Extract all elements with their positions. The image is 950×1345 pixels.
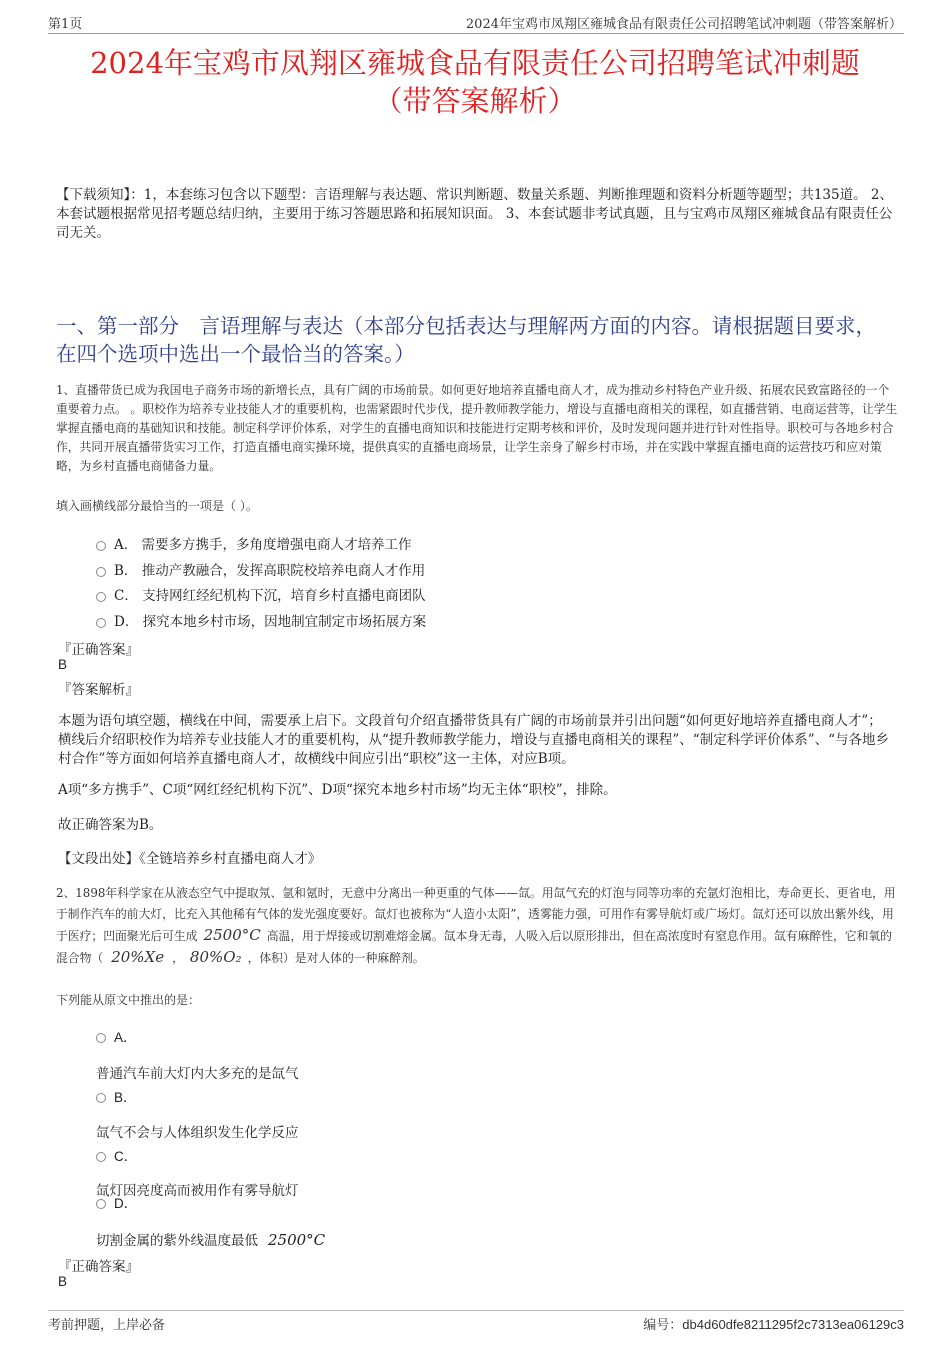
question-1-text: 1、直播带货已成为我国电子商务市场的新增长点，具有广阔的市场前景。如何更好地培养直播电商人才，成为推动乡村特色产业升级、拓展农民致富路径的一个重要着力点。 。职校作为培养专业技能人才的重要机构，也需紧跟时代步伐，提升教师教学能力，增设与直播电商相关的课程，如直播营销、电商运营等，让学生掌握直播电商的基础知识和技能。制定科学评价体系，对学生的直播电商知识和技能进行定期考核和评价，及时发现问题并进行针对性指导。职校可与各地乡村合作，共同开展直播带货实习工作，打造直播电商实操环境，提供真实的直播电商场景，让学生亲身了解乡村市场，并在实践中掌握直播电商的运营技巧和应对策略，为乡村直播电商储备力量。 <box>56 383 898 473</box>
q1-analysis-3: 故正确答案为B。 <box>58 817 163 833</box>
header-divider <box>48 33 904 34</box>
math-2500c-d: 2500°C <box>268 1231 326 1249</box>
q2-option-c-text: 氙灯因亮度高而被用作有雾导航灯 <box>96 1183 299 1199</box>
q1-analysis-1: 本题为语句填空题，横线在中间，需要承上启下。文段首句介绍直播带货具有广阔的市场前景并引出问题“如何更好地培养直播电商人才”；横线后介绍职校作为培养专业技能人才的重要机构，从“提升教师教学能力，增设与直播电商相关的课程”、“制定科学评价体系”、“与各地乡村合作”等方面如何培养直播电商人才，故横线中间应引出“职校”这一主体，对应B项。 <box>58 713 890 767</box>
q1-answer-label: 『正确答案』 <box>58 642 139 658</box>
q2-option-b-text: 氙气不会与人体组织发生化学反应 <box>96 1125 299 1141</box>
radio-icon[interactable] <box>96 567 106 577</box>
question-2-text: 2、1898年科学家在从液态空气中提取氖、氩和氪时，无意中分离出一种更重的气体——氙。用氙气充的灯泡与同等功率的充氩灯泡相比，寿命更长、更省电，用于制作汽车的前大灯，比充入其他稀有气体的发光强度要好。氙灯也被称为“人造小太阳”，透雾能力强，可用作有雾导航灯或广场灯。氙灯还可以放出紫外线，用于医疗；凹面聚光后可生成 2500°C 高温，用于焊接或切割难熔金属。氙本身无毒，人吸入后以原形排出，但在高浓度时有窒息作用。氙有麻醉性，它和氧的混合物（ 20%Xe ， 80%O₂ ，体积）是对人体的一种麻醉剂。 <box>56 886 896 966</box>
q1-source: 【文段出处】《全链培养乡村直播电商人才》 <box>58 851 322 867</box>
math-80o2: 80%O₂ <box>189 948 242 966</box>
radio-icon[interactable] <box>96 592 106 602</box>
question-2-stem: 下列能从原文中推出的是： <box>56 993 201 1007</box>
radio-icon[interactable] <box>96 1152 106 1162</box>
q2-option-a[interactable]: A． <box>96 1026 137 1046</box>
radio-icon[interactable] <box>96 1033 106 1043</box>
footer-slogan: 考前押题，上岸必备 <box>48 1318 166 1333</box>
footer-divider <box>48 1310 904 1311</box>
section-heading: 一、第一部分 言语理解与表达（本部分包括表达与理解两方面的内容。请根据题目要求，在四个选项中选出一个最恰当的答案。） <box>56 314 876 366</box>
math-20xe: 20%Xe <box>111 948 165 966</box>
question-1-stem: 填入画横线部分最恰当的一项是（ ）。 <box>56 499 258 513</box>
q1-option-b[interactable]: B． 推动产教融合，发挥高职院校培养电商人才作用 <box>96 559 425 579</box>
radio-icon[interactable] <box>96 618 106 628</box>
doc-title-line2: （带答案解析） <box>373 84 577 118</box>
q2-option-a-text: 普通汽车前大灯内大多充的是氙气 <box>96 1066 299 1082</box>
radio-icon[interactable] <box>96 1093 106 1103</box>
footer-code: 编号：db4d60dfe8211295f2c7313ea06129c3 <box>643 1317 904 1333</box>
q1-option-d[interactable]: D． 探究本地乡村市场，因地制宜制定市场拓展方案 <box>96 610 426 630</box>
q2-answer: B <box>58 1274 68 1289</box>
radio-icon[interactable] <box>96 1199 106 1209</box>
math-2500c: 2500°C <box>203 926 261 944</box>
q2-answer-label: 『正确答案』 <box>58 1259 139 1275</box>
doc-title-line1: 2024年宝鸡市凤翔区雍城食品有限责任公司招聘笔试冲刺题 <box>90 46 860 80</box>
q2-option-b[interactable]: B． <box>96 1086 137 1106</box>
page-number: 第1页 <box>48 17 83 32</box>
q1-analysis-label: 『答案解析』 <box>58 682 139 698</box>
download-notice: 【下载须知】：1，本套练习包含以下题型：言语理解与表达题、常识判断题、数量关系题、判断推理题和资料分析题等题型；共135道。 2、本套试题根据常见招考题总结归纳，主要用于练习答题思路和拓展知识面。 3、本套试题非考试真题，且与宝鸡市凤翔区雍城食品有限责任公司无关。 <box>56 187 893 241</box>
q1-answer: B <box>58 657 68 672</box>
q1-option-c[interactable]: C． 支持网红经纪机构下沉，培育乡村直播电商团队 <box>96 584 426 604</box>
q1-option-a[interactable]: A． 需要多方携手，多角度增强电商人才培养工作 <box>96 533 412 553</box>
header-doc-title: 2024年宝鸡市凤翔区雍城食品有限责任公司招聘笔试冲刺题（带答案解析） <box>465 17 902 32</box>
q2-option-d[interactable]: D． <box>96 1192 137 1212</box>
q2-option-c[interactable]: C． <box>96 1145 137 1165</box>
q2-option-d-text: 切割金属的紫外线温度最低 2500°C <box>96 1231 326 1249</box>
q1-analysis-2: A项“多方携手”、C项“网红经纪机构下沉”、D项“探究本地乡村市场”均无主体“职校”，排除。 <box>58 782 617 798</box>
radio-icon[interactable] <box>96 541 106 551</box>
